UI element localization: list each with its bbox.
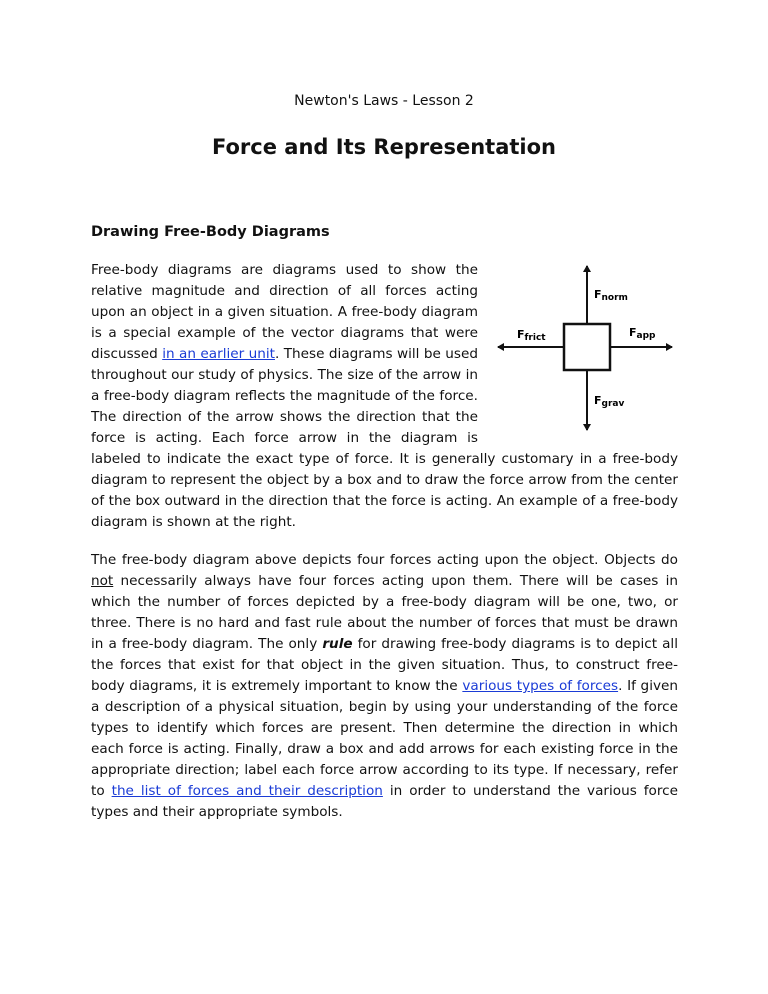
paragraph-rules [91,550,678,823]
page-title: Force and Its Representation [212,135,556,159]
emphasis-rule: rule [322,636,353,652]
paragraph-rules-text-5: in order to understand the various force types and their appropriate symbols. [91,783,678,820]
object-box [564,324,610,370]
paragraph-rules-text-2: necessarily always have four forces acting upon them. There will be cases in which the number of forces depicted by a free-body diagram will be one, two, or three. There is no hard and fast rule about the number of forces that must be drawn in a free-body diagram. The only [91,573,678,652]
label-f-frict: Ffrict [517,328,546,343]
free-body-diagram [486,260,678,436]
paragraph-rules-text-4: . If given a description of a physical situation, begin by using your understanding of the force types to identify which forces are present. Then determine the direction in which each force is acting. Finally, draw a box and add arrows for each existing force in the appropriate direction; label each force arrow according to its type. If necessary, refer to [91,678,678,799]
free-body-diagram-svg [486,260,678,436]
paragraph-intro-text-cont: . These diagrams will be used throughout our study of physics. The size of the arrow in a free-body diagram reflects the magnitude of the force. The direction of the arrow shows the direction that the force is acting. Each force arrow in the diagram is labeled to indicate the exact type of force. It is generally customary in a free-body diagram to represent the object by a box and to draw the force arrow from the center of the box outward in the direction that the force is acting. An example of a free-body diagram is shown at the right. [91,346,678,530]
label-f-app: Fapp [629,326,656,341]
paragraph-rules-text-1: The free-body diagram above depicts four forces acting upon the object. Objects do [91,552,678,568]
paragraph-rules-text-3: for drawing free-body diagrams is to depict all the forces that exist for that object in the given situation. Thus, to construct free-body diagrams, it is extremely important to know the [91,636,678,694]
earlier-unit-link[interactable]: in an earlier unit [162,346,275,362]
list-of-forces-link[interactable]: the list of forces and their description [111,783,383,799]
types-of-forces-link[interactable]: various types of forces [462,678,619,694]
emphasis-not: not [91,573,114,589]
paragraph-intro-text: Free-body diagrams are diagrams used to show the relative magnitude and direction of all forces acting upon an object in a given situation. A free-body diagram is a special example of the vector diagrams that were discussed [91,262,478,362]
section-heading: Drawing Free-Body Diagrams [91,224,330,240]
paragraph-intro [91,260,678,533]
lesson-label: Newton's Laws - Lesson 2 [294,93,474,109]
label-f-grav: Fgrav [594,394,625,409]
label-f-norm: Fnorm [594,288,628,303]
